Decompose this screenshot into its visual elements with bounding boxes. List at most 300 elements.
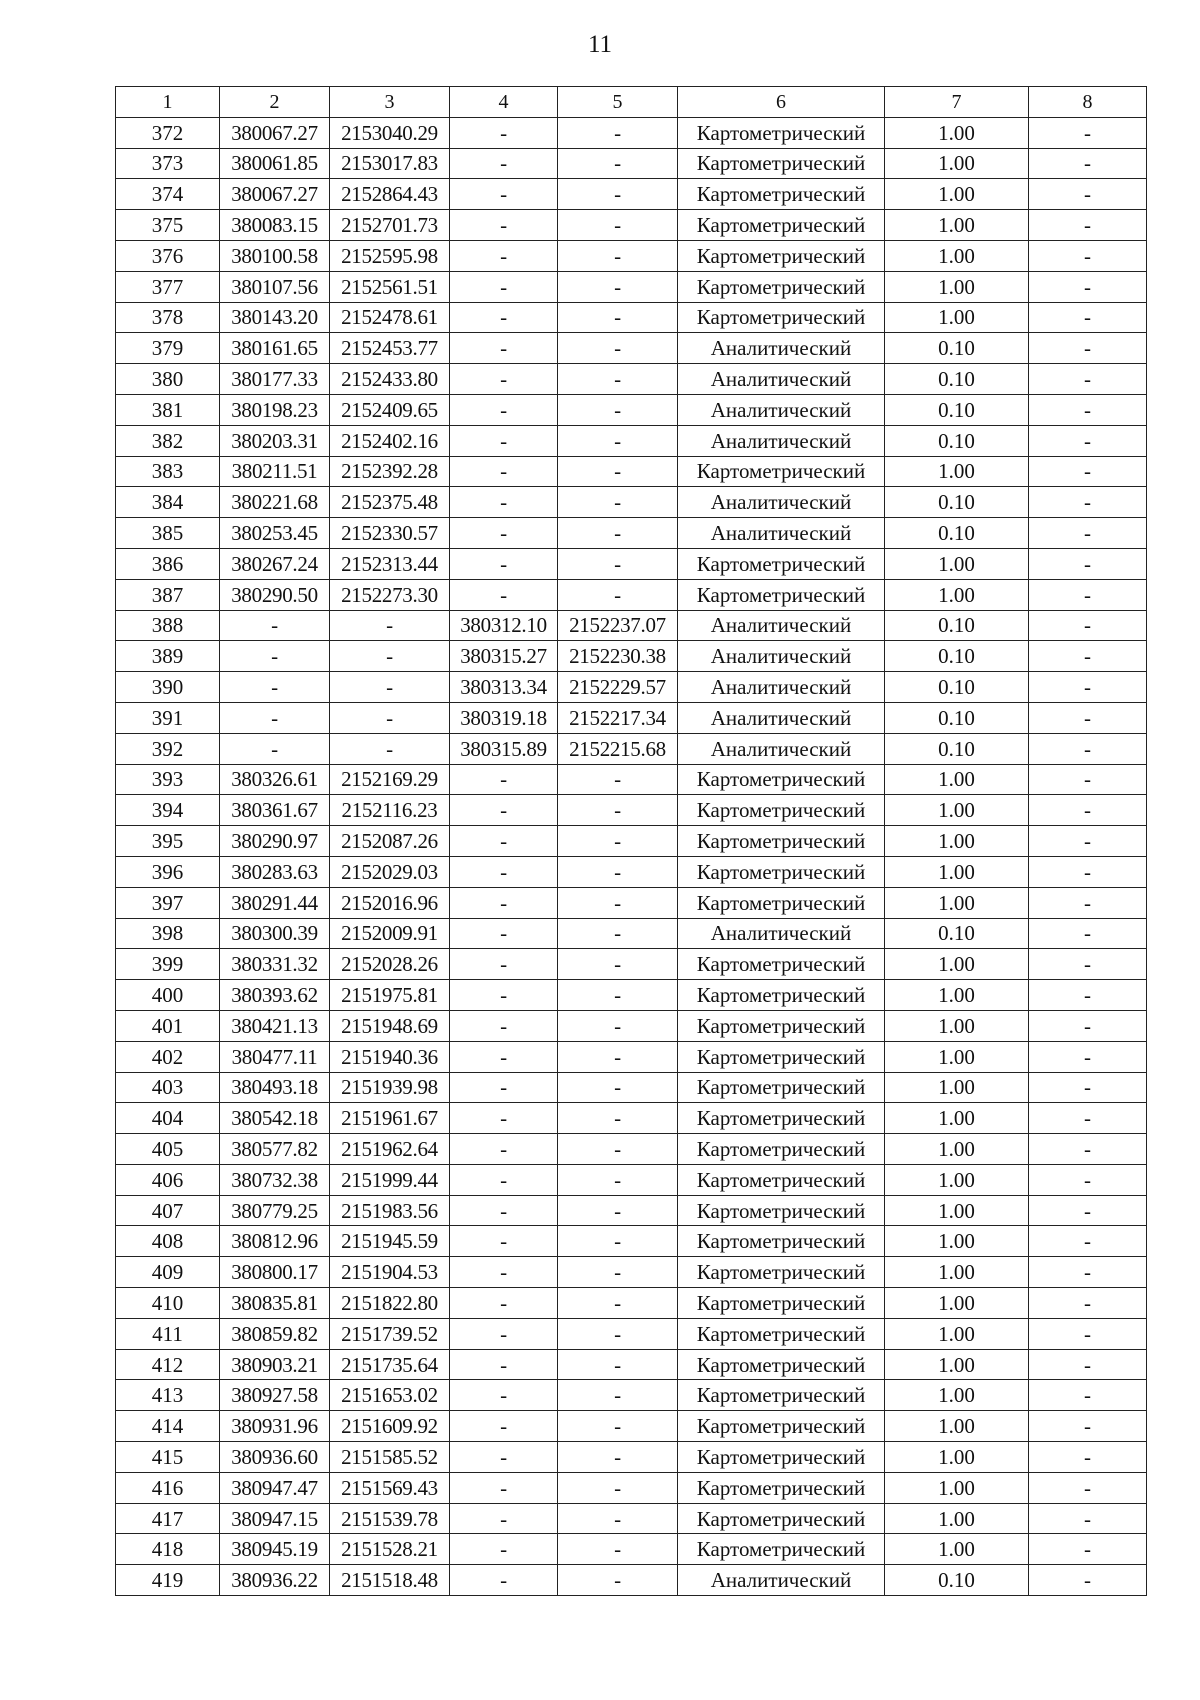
cell-accuracy: 1.00 [885, 1164, 1029, 1195]
cell-x-coordinate: 380198.23 [220, 394, 330, 425]
cell-method: Аналитический [678, 918, 885, 949]
cell-note: - [1029, 518, 1147, 549]
cell-y-new: - [558, 1442, 678, 1473]
cell-method: Картометрический [678, 1442, 885, 1473]
cell-y-coordinate: 2151975.81 [330, 980, 450, 1011]
cell-note: - [1029, 1195, 1147, 1226]
cell-note: - [1029, 1257, 1147, 1288]
cell-accuracy: 0.10 [885, 487, 1029, 518]
column-header-1: 1 [116, 87, 220, 118]
table-row [116, 1442, 1147, 1473]
table-row [116, 1534, 1147, 1565]
cell-y-coordinate: 2151609.92 [330, 1411, 450, 1442]
cell-x-coordinate: 380331.32 [220, 949, 330, 980]
cell-y-new: - [558, 1072, 678, 1103]
cell-y-coordinate: 2151999.44 [330, 1164, 450, 1195]
cell-method: Аналитический [678, 733, 885, 764]
cell-y-coordinate: 2151961.67 [330, 1103, 450, 1134]
cell-accuracy: 1.00 [885, 826, 1029, 857]
cell-note: - [1029, 1411, 1147, 1442]
cell-y-coordinate: 2151948.69 [330, 1010, 450, 1041]
cell-x-new: - [450, 148, 558, 179]
cell-note: - [1029, 1134, 1147, 1165]
column-header-6: 6 [678, 87, 885, 118]
cell-accuracy: 1.00 [885, 1195, 1029, 1226]
column-header-8: 8 [1029, 87, 1147, 118]
cell-y-new: - [558, 518, 678, 549]
table-row [116, 856, 1147, 887]
cell-y-coordinate: 2151569.43 [330, 1472, 450, 1503]
cell-accuracy: 1.00 [885, 1134, 1029, 1165]
cell-point-number: 375 [116, 210, 220, 241]
cell-note: - [1029, 733, 1147, 764]
cell-accuracy: 1.00 [885, 1072, 1029, 1103]
cell-y-new: - [558, 764, 678, 795]
cell-x-new: 380315.27 [450, 641, 558, 672]
cell-y-coordinate: 2151539.78 [330, 1503, 450, 1534]
cell-accuracy: 1.00 [885, 980, 1029, 1011]
cell-y-new: - [558, 240, 678, 271]
coordinates-table [115, 86, 1147, 1596]
cell-accuracy: 1.00 [885, 1257, 1029, 1288]
cell-accuracy: 0.10 [885, 333, 1029, 364]
cell-x-coordinate: 380493.18 [220, 1072, 330, 1103]
cell-point-number: 388 [116, 610, 220, 641]
cell-y-new: - [558, 1195, 678, 1226]
table-row [116, 795, 1147, 826]
cell-x-new: - [450, 1349, 558, 1380]
cell-note: - [1029, 579, 1147, 610]
cell-x-new: - [450, 1565, 558, 1596]
cell-x-coordinate: 380107.56 [220, 271, 330, 302]
table-row [116, 1318, 1147, 1349]
cell-x-coordinate: 380211.51 [220, 456, 330, 487]
cell-point-number: 382 [116, 425, 220, 456]
cell-y-new: - [558, 1288, 678, 1319]
cell-method: Картометрический [678, 856, 885, 887]
cell-note: - [1029, 887, 1147, 918]
cell-point-number: 397 [116, 887, 220, 918]
cell-x-new: - [450, 1072, 558, 1103]
cell-point-number: 413 [116, 1380, 220, 1411]
cell-x-coordinate: 380779.25 [220, 1195, 330, 1226]
cell-y-new: - [558, 918, 678, 949]
cell-x-new: - [450, 949, 558, 980]
cell-note: - [1029, 364, 1147, 395]
table-row [116, 1380, 1147, 1411]
column-header-7: 7 [885, 87, 1029, 118]
cell-x-coordinate: 380477.11 [220, 1041, 330, 1072]
cell-method: Картометрический [678, 1288, 885, 1319]
cell-note: - [1029, 1534, 1147, 1565]
cell-accuracy: 0.10 [885, 394, 1029, 425]
cell-y-coordinate: 2151940.36 [330, 1041, 450, 1072]
table-row [116, 210, 1147, 241]
cell-y-coordinate: 2151904.53 [330, 1257, 450, 1288]
cell-y-coordinate: 2152864.43 [330, 179, 450, 210]
cell-point-number: 409 [116, 1257, 220, 1288]
table-row [116, 1503, 1147, 1534]
cell-x-new: - [450, 548, 558, 579]
cell-point-number: 407 [116, 1195, 220, 1226]
cell-method: Картометрический [678, 1072, 885, 1103]
cell-y-coordinate: 2151939.98 [330, 1072, 450, 1103]
cell-x-coordinate: 380100.58 [220, 240, 330, 271]
cell-y-new: - [558, 1411, 678, 1442]
cell-point-number: 416 [116, 1472, 220, 1503]
cell-accuracy: 0.10 [885, 702, 1029, 733]
column-header-4: 4 [450, 87, 558, 118]
cell-y-new: 2152215.68 [558, 733, 678, 764]
cell-x-new: - [450, 887, 558, 918]
cell-note: - [1029, 271, 1147, 302]
cell-note: - [1029, 1472, 1147, 1503]
table-row [116, 240, 1147, 271]
cell-y-coordinate: 2151585.52 [330, 1442, 450, 1473]
cell-note: - [1029, 1288, 1147, 1319]
cell-y-new: - [558, 425, 678, 456]
cell-y-coordinate: 2152016.96 [330, 887, 450, 918]
cell-method: Картометрический [678, 1318, 885, 1349]
cell-accuracy: 1.00 [885, 456, 1029, 487]
cell-y-coordinate: 2151962.64 [330, 1134, 450, 1165]
table-row [116, 487, 1147, 518]
cell-y-new: - [558, 210, 678, 241]
cell-point-number: 403 [116, 1072, 220, 1103]
column-header-2: 2 [220, 87, 330, 118]
cell-note: - [1029, 425, 1147, 456]
cell-x-new: - [450, 1103, 558, 1134]
cell-method: Картометрический [678, 1257, 885, 1288]
cell-x-new: - [450, 1380, 558, 1411]
cell-y-new: - [558, 1349, 678, 1380]
cell-accuracy: 1.00 [885, 1349, 1029, 1380]
cell-y-coordinate: 2152273.30 [330, 579, 450, 610]
cell-x-coordinate: 380267.24 [220, 548, 330, 579]
cell-accuracy: 1.00 [885, 1041, 1029, 1072]
cell-point-number: 412 [116, 1349, 220, 1380]
cell-accuracy: 0.10 [885, 425, 1029, 456]
cell-accuracy: 1.00 [885, 117, 1029, 148]
cell-method: Картометрический [678, 1195, 885, 1226]
cell-point-number: 381 [116, 394, 220, 425]
cell-note: - [1029, 456, 1147, 487]
table-row [116, 1288, 1147, 1319]
table-row [116, 1072, 1147, 1103]
cell-note: - [1029, 949, 1147, 980]
cell-x-new: - [450, 980, 558, 1011]
cell-note: - [1029, 1503, 1147, 1534]
cell-x-coordinate: 380143.20 [220, 302, 330, 333]
cell-y-coordinate: 2151822.80 [330, 1288, 450, 1319]
cell-y-coordinate: 2152433.80 [330, 364, 450, 395]
cell-accuracy: 0.10 [885, 610, 1029, 641]
cell-note: - [1029, 826, 1147, 857]
table-row [116, 826, 1147, 857]
cell-point-number: 408 [116, 1226, 220, 1257]
cell-x-coordinate: 380290.97 [220, 826, 330, 857]
cell-x-coordinate: 380542.18 [220, 1103, 330, 1134]
cell-method: Картометрический [678, 1164, 885, 1195]
cell-method: Картометрический [678, 826, 885, 857]
cell-x-coordinate: 380577.82 [220, 1134, 330, 1165]
cell-method: Картометрический [678, 795, 885, 826]
cell-point-number: 402 [116, 1041, 220, 1072]
cell-y-coordinate: 2152330.57 [330, 518, 450, 549]
table-row [116, 425, 1147, 456]
cell-note: - [1029, 980, 1147, 1011]
cell-note: - [1029, 1349, 1147, 1380]
cell-method: Картометрический [678, 179, 885, 210]
cell-point-number: 393 [116, 764, 220, 795]
cell-y-coordinate: 2153040.29 [330, 117, 450, 148]
table-row [116, 302, 1147, 333]
cell-note: - [1029, 1164, 1147, 1195]
cell-x-new: - [450, 1534, 558, 1565]
cell-accuracy: 1.00 [885, 856, 1029, 887]
cell-method: Картометрический [678, 548, 885, 579]
table-row [116, 980, 1147, 1011]
cell-point-number: 405 [116, 1134, 220, 1165]
cell-x-new: 380319.18 [450, 702, 558, 733]
cell-method: Картометрический [678, 1411, 885, 1442]
cell-x-coordinate: - [220, 702, 330, 733]
cell-accuracy: 0.10 [885, 641, 1029, 672]
cell-note: - [1029, 302, 1147, 333]
cell-accuracy: 1.00 [885, 1318, 1029, 1349]
cell-method: Картометрический [678, 1534, 885, 1565]
cell-x-coordinate: 380732.38 [220, 1164, 330, 1195]
cell-note: - [1029, 333, 1147, 364]
cell-y-new: - [558, 1565, 678, 1596]
cell-y-new: - [558, 887, 678, 918]
cell-y-new: - [558, 1226, 678, 1257]
table-row [116, 271, 1147, 302]
cell-point-number: 373 [116, 148, 220, 179]
cell-y-new: - [558, 1041, 678, 1072]
cell-x-coordinate: 380903.21 [220, 1349, 330, 1380]
cell-y-new: - [558, 117, 678, 148]
cell-x-new: - [450, 1257, 558, 1288]
cell-method: Картометрический [678, 1503, 885, 1534]
cell-note: - [1029, 1380, 1147, 1411]
cell-x-new: - [450, 179, 558, 210]
cell-y-coordinate: - [330, 672, 450, 703]
cell-x-coordinate: 380936.60 [220, 1442, 330, 1473]
cell-note: - [1029, 1318, 1147, 1349]
cell-point-number: 387 [116, 579, 220, 610]
table-row [116, 1565, 1147, 1596]
cell-x-new: - [450, 1195, 558, 1226]
table-row [116, 179, 1147, 210]
cell-y-new: 2152230.38 [558, 641, 678, 672]
cell-point-number: 384 [116, 487, 220, 518]
cell-point-number: 398 [116, 918, 220, 949]
table-row [116, 702, 1147, 733]
cell-point-number: 417 [116, 1503, 220, 1534]
cell-note: - [1029, 394, 1147, 425]
cell-x-coordinate: - [220, 733, 330, 764]
cell-x-coordinate: 380326.61 [220, 764, 330, 795]
table-row [116, 949, 1147, 980]
table-row [116, 1164, 1147, 1195]
cell-note: - [1029, 179, 1147, 210]
cell-point-number: 380 [116, 364, 220, 395]
cell-x-coordinate: 380927.58 [220, 1380, 330, 1411]
cell-note: - [1029, 1226, 1147, 1257]
cell-point-number: 376 [116, 240, 220, 271]
cell-x-coordinate: 380290.50 [220, 579, 330, 610]
cell-y-new: - [558, 271, 678, 302]
cell-method: Картометрический [678, 456, 885, 487]
cell-method: Картометрический [678, 117, 885, 148]
cell-x-new: - [450, 394, 558, 425]
cell-y-coordinate: 2153017.83 [330, 148, 450, 179]
cell-method: Аналитический [678, 518, 885, 549]
cell-x-new: - [450, 1411, 558, 1442]
cell-point-number: 410 [116, 1288, 220, 1319]
table-row [116, 456, 1147, 487]
cell-y-new: - [558, 1534, 678, 1565]
cell-point-number: 395 [116, 826, 220, 857]
cell-x-new: 380315.89 [450, 733, 558, 764]
cell-point-number: 400 [116, 980, 220, 1011]
cell-x-coordinate: 380800.17 [220, 1257, 330, 1288]
table-row [116, 672, 1147, 703]
cell-x-coordinate: 380061.85 [220, 148, 330, 179]
cell-y-new: - [558, 1134, 678, 1165]
cell-y-coordinate: 2152375.48 [330, 487, 450, 518]
table-row [116, 148, 1147, 179]
cell-y-coordinate: 2152701.73 [330, 210, 450, 241]
cell-x-new: - [450, 764, 558, 795]
cell-method: Картометрический [678, 1010, 885, 1041]
cell-point-number: 378 [116, 302, 220, 333]
cell-accuracy: 0.10 [885, 518, 1029, 549]
cell-y-new: - [558, 1318, 678, 1349]
cell-x-new: - [450, 1318, 558, 1349]
cell-x-new: - [450, 240, 558, 271]
cell-accuracy: 0.10 [885, 918, 1029, 949]
cell-x-new: - [450, 333, 558, 364]
cell-y-coordinate: 2152595.98 [330, 240, 450, 271]
cell-method: Картометрический [678, 148, 885, 179]
cell-accuracy: 1.00 [885, 210, 1029, 241]
cell-x-new: - [450, 1503, 558, 1534]
cell-x-coordinate: 380067.27 [220, 117, 330, 148]
cell-y-coordinate: - [330, 733, 450, 764]
column-header-3: 3 [330, 87, 450, 118]
cell-point-number: 399 [116, 949, 220, 980]
cell-y-new: - [558, 579, 678, 610]
cell-x-new: - [450, 425, 558, 456]
cell-y-new: - [558, 1164, 678, 1195]
cell-x-coordinate: 380283.63 [220, 856, 330, 887]
cell-accuracy: 0.10 [885, 733, 1029, 764]
cell-method: Картометрический [678, 579, 885, 610]
cell-accuracy: 1.00 [885, 764, 1029, 795]
cell-point-number: 394 [116, 795, 220, 826]
cell-point-number: 383 [116, 456, 220, 487]
cell-method: Картометрический [678, 1103, 885, 1134]
cell-y-new: - [558, 826, 678, 857]
cell-accuracy: 1.00 [885, 1534, 1029, 1565]
cell-note: - [1029, 1103, 1147, 1134]
table-row [116, 1349, 1147, 1380]
cell-accuracy: 1.00 [885, 949, 1029, 980]
cell-x-new: - [450, 364, 558, 395]
cell-y-new: - [558, 949, 678, 980]
cell-note: - [1029, 1010, 1147, 1041]
table-row [116, 1472, 1147, 1503]
cell-y-new: 2152237.07 [558, 610, 678, 641]
cell-point-number: 411 [116, 1318, 220, 1349]
cell-y-new: - [558, 548, 678, 579]
cell-accuracy: 0.10 [885, 1565, 1029, 1596]
cell-x-new: - [450, 826, 558, 857]
cell-accuracy: 1.00 [885, 1442, 1029, 1473]
cell-x-coordinate: 380203.31 [220, 425, 330, 456]
cell-y-new: - [558, 148, 678, 179]
cell-accuracy: 1.00 [885, 1288, 1029, 1319]
cell-method: Аналитический [678, 1565, 885, 1596]
cell-y-new: - [558, 1472, 678, 1503]
header-row [116, 87, 1147, 118]
cell-accuracy: 1.00 [885, 179, 1029, 210]
cell-x-coordinate: 380936.22 [220, 1565, 330, 1596]
cell-y-new: - [558, 1010, 678, 1041]
cell-y-coordinate: 2152029.03 [330, 856, 450, 887]
cell-accuracy: 1.00 [885, 148, 1029, 179]
cell-accuracy: 1.00 [885, 1380, 1029, 1411]
cell-x-coordinate: - [220, 641, 330, 672]
cell-point-number: 386 [116, 548, 220, 579]
cell-y-new: - [558, 795, 678, 826]
cell-x-coordinate: 380945.19 [220, 1534, 330, 1565]
cell-accuracy: 1.00 [885, 795, 1029, 826]
cell-x-coordinate: - [220, 672, 330, 703]
cell-y-new: - [558, 487, 678, 518]
cell-note: - [1029, 764, 1147, 795]
cell-point-number: 414 [116, 1411, 220, 1442]
table-row [116, 579, 1147, 610]
cell-x-coordinate: 380361.67 [220, 795, 330, 826]
cell-note: - [1029, 548, 1147, 579]
table-row [116, 333, 1147, 364]
cell-method: Картометрический [678, 1380, 885, 1411]
table-row [116, 610, 1147, 641]
cell-y-new: - [558, 1503, 678, 1534]
cell-y-coordinate: - [330, 641, 450, 672]
cell-method: Картометрический [678, 887, 885, 918]
cell-method: Картометрический [678, 1134, 885, 1165]
cell-method: Картометрический [678, 302, 885, 333]
cell-x-new: 380313.34 [450, 672, 558, 703]
table-row [116, 918, 1147, 949]
cell-accuracy: 1.00 [885, 1103, 1029, 1134]
cell-y-new: - [558, 333, 678, 364]
cell-method: Картометрический [678, 980, 885, 1011]
cell-method: Картометрический [678, 1226, 885, 1257]
cell-x-coordinate: - [220, 610, 330, 641]
table-row [116, 1195, 1147, 1226]
cell-note: - [1029, 918, 1147, 949]
cell-note: - [1029, 672, 1147, 703]
cell-x-coordinate: 380067.27 [220, 179, 330, 210]
cell-y-new: - [558, 1380, 678, 1411]
cell-accuracy: 1.00 [885, 302, 1029, 333]
cell-point-number: 390 [116, 672, 220, 703]
